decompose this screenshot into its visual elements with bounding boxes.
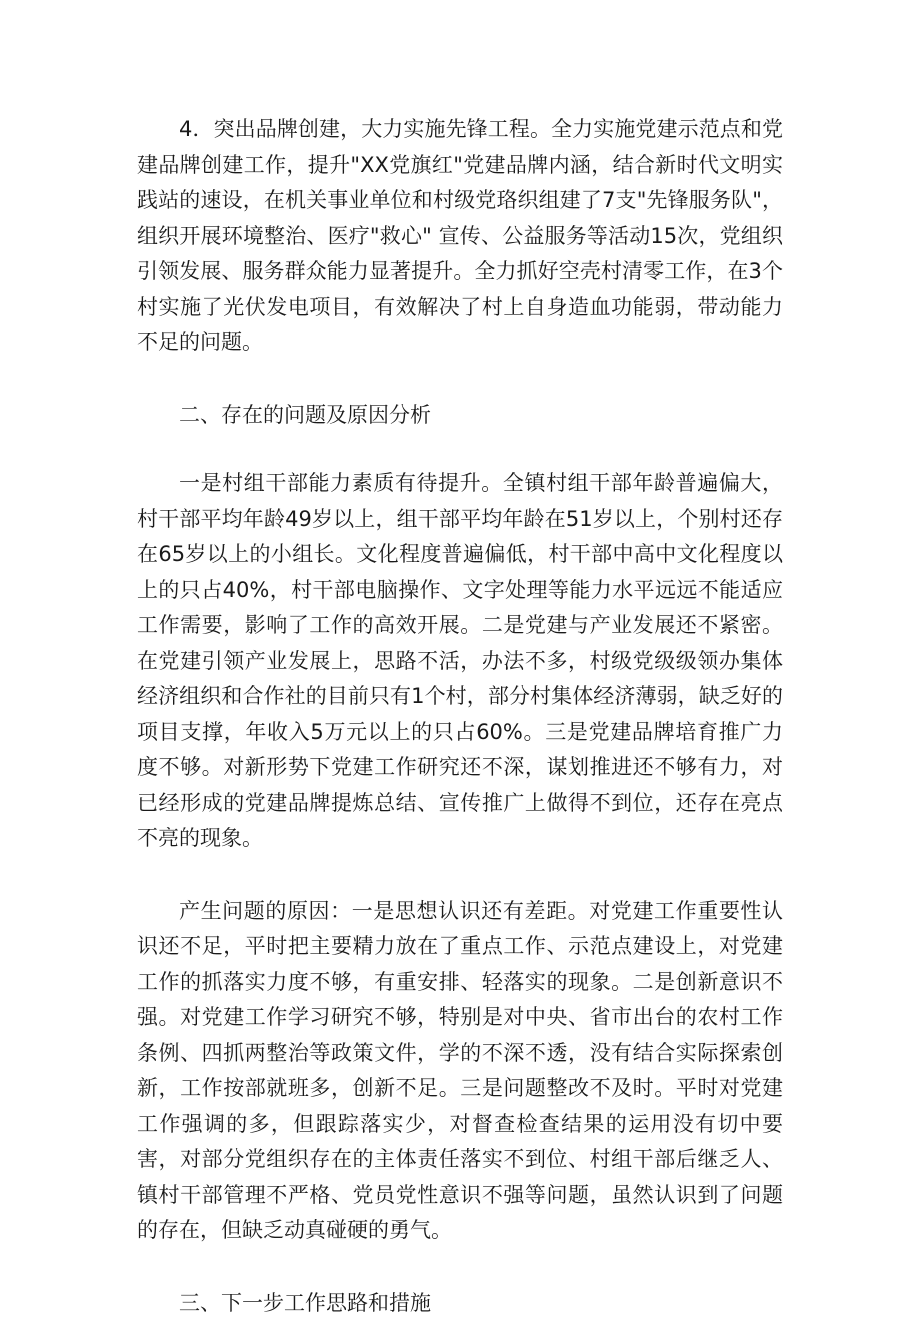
document-body [137,112,783,1321]
paragraph-causes: 产生问题的原因：一是思想认识还有差距。对党建工作重要性认识还不足，平时把主要精力放在了重点工作、示范点建设上，对党建工作的抓落实力度不够，有重安排、轻落实的现象。二是创新意识不强。对党建工作学习研究不够，特别是对中央、省市出台的农村工作条例、四抓两整治等政策文件，学的不深不透，没有结合实际探索创新，工作按部就班多，创新不足。三是问题整改不及时。平时对党建工作强调的多，但跟踪落实少，对督查检查结果的运用没有切中要害，对部分党组织存在的主体责任落实不到位、村组干部后继乏人、镇村干部管理不严格、党员党性意识不强等问题，虽然认识到了问题的存在，但缺乏动真碰硬的勇气。 [137,894,783,1249]
paragraph-spacer [137,857,783,894]
section-heading-problems: 二、存在的问题及原因分析 [137,398,783,434]
paragraph-spacer [137,433,783,466]
paragraph-problems: 一是村组干部能力素质有待提升。全镇村组干部年龄普遍偏大，村干部平均年龄49岁以上，组干部平均年龄在51岁以上，个别村还存在65岁以上的小组长。文化程度普遍偏低，村干部中高中文化程度以上的只占40%，村干部电脑操作、文字处理等能力水平远远不能适应工作需要，影响了工作的高效开展。二是党建与产业发展还不紧密。在党建引领产业发展上，思路不活，办法不多，村级党级级领办集体经济组织和合作社的目前只有1个村，部分村集体经济薄弱，缺乏好的项目支撑，年收入5万元以上的只占60%。三是党建品牌培育推广力度不够。对新形势下党建工作研究还不深，谋划推进还不够有力，对已经形成的党建品牌提炼总结、宣传推广上做得不到位，还存在亮点不亮的现象。 [137,466,783,857]
paragraph-spacer [137,361,783,398]
paragraph-brand-creation: 4．突出品牌创建，大力实施先锋工程。全力实施党建示范点和党建品牌创建工作，提升"XX党旗红"党建品牌内涵，结合新时代文明实践站的速设，在机关事业单位和村级党珞织组建了7支"先锋服务队"，组织开展环境整治、医疗"救心" 宣传、公益服务等活动15次，党组织引领发展、服务群众能力显著提升。全力抓好空壳村清零工作，在3个村实施了光伏发电项目，有效解决了村上自身造血功能弱，带动能力不足的问题。 [137,112,783,361]
section-heading-next-steps: 三、下一步工作思路和措施 [137,1286,783,1321]
paragraph-spacer [137,1249,783,1286]
